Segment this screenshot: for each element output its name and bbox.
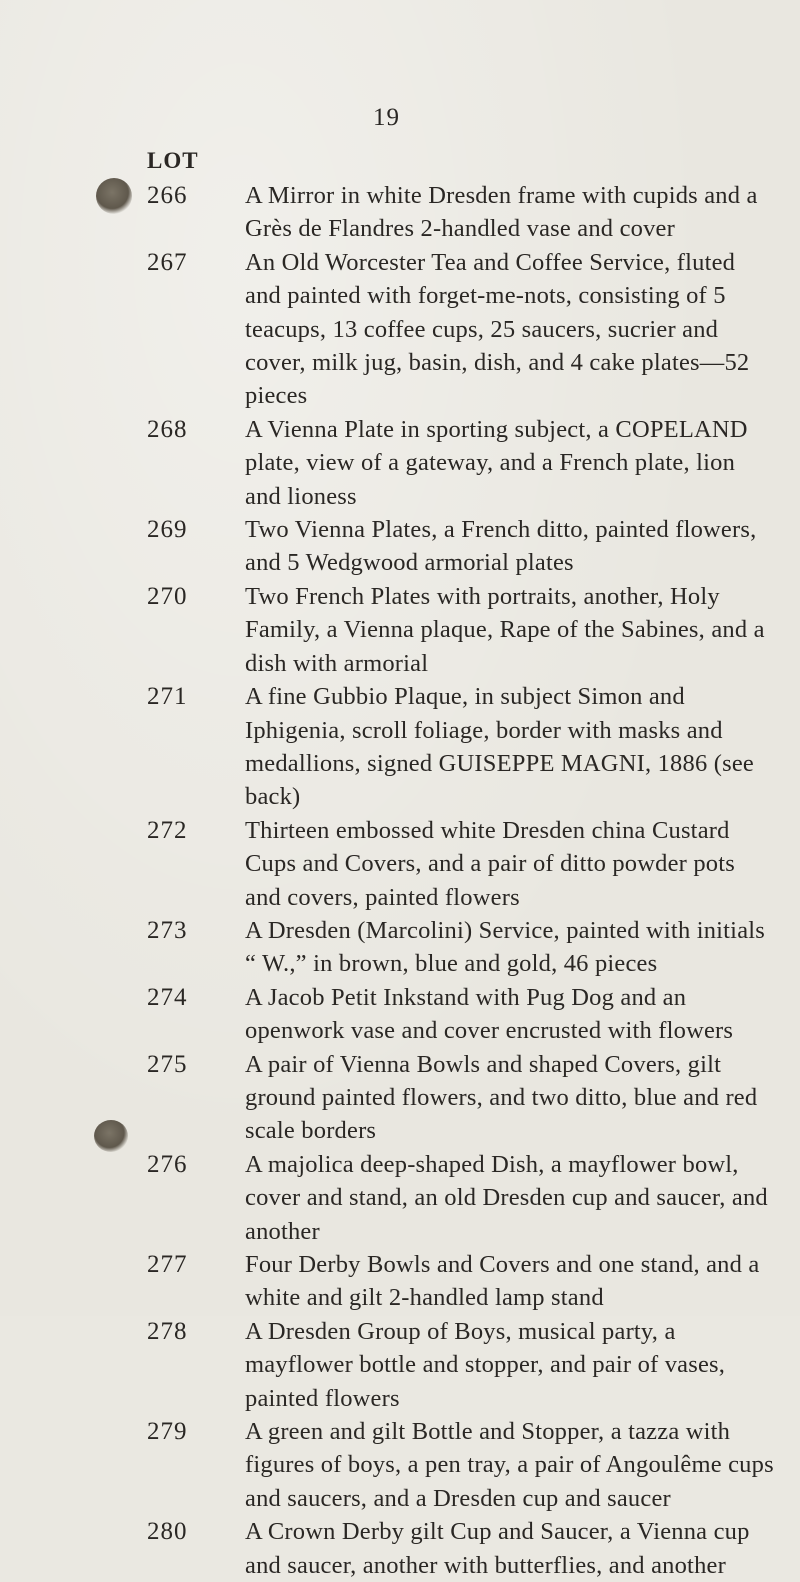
lot-description: A Vienna Plate in sporting subject, a COPELAND plate, view of a gateway, and a French plate, lion and lioness xyxy=(245,415,748,510)
lot-description: A Crown Derby gilt Cup and Saucer, a Vienna cup and saucer, another with butterflies, and another xyxy=(245,1518,750,1579)
lot-entry-272 xyxy=(147,814,777,914)
lot-entry-280 xyxy=(147,1515,777,1582)
lot-number: 276 xyxy=(147,1150,188,1178)
lot-description: An Old Worcester Tea and Coffee Service, fluted and painted with forget-me-nots, consisting of 5 teacups, 13 coffee cups, 25 saucers, sucrier and cover, milk jug, basin, dish, and 4 cake plates—52 pieces xyxy=(245,248,750,410)
lot-entry-268 xyxy=(147,413,777,513)
lot-description: A Mirror in white Dresden frame with cupids and a Grès de Flandres 2-handled vase and cover xyxy=(245,182,758,243)
lot-entry-278 xyxy=(147,1315,777,1415)
lot-description: A Dresden (Marcolini) Service, painted with initials “ W.,” in brown, blue and gold, 46 pieces xyxy=(245,916,766,978)
lot-entry-279 xyxy=(147,1415,777,1515)
lot-number: 266 xyxy=(147,182,188,209)
page-number: 19 xyxy=(373,104,400,131)
lot-number: 274 xyxy=(147,983,188,1011)
lot-entry-274 xyxy=(147,981,777,1048)
lot-number: 275 xyxy=(147,1050,188,1078)
lot-number: 267 xyxy=(147,248,188,276)
lot-description: A green and gilt Bottle and Stopper, a tazza with figures of boys, a pen tray, a pair of Angoulême cups and saucers, and a Dresden cup and saucer xyxy=(245,1418,774,1512)
lot-number: 269 xyxy=(147,516,188,544)
margin-stain-bottom xyxy=(94,1120,128,1152)
lot-description: A majolica deep-shaped Dish, a mayflower bowl, cover and stand, an old Dresden cup and saucer, and another xyxy=(245,1150,768,1245)
lot-entry-269 xyxy=(147,513,777,580)
lot-description: A fine Gubbio Plaque, in subject Simon and Iphigenia, scroll foliage, border with masks and medallions, signed GUISEPPE MAGNI, 1886 (see back) xyxy=(245,683,754,811)
lot-description: A Jacob Petit Inkstand with Pug Dog and an openwork vase and cover encrusted with flowers xyxy=(245,983,734,1045)
lot-number: 273 xyxy=(147,916,188,944)
lot-number: 279 xyxy=(147,1418,188,1446)
lot-number: 280 xyxy=(147,1518,188,1546)
lot-number: 278 xyxy=(147,1317,188,1345)
margin-stain-top xyxy=(96,178,132,214)
lot-number: 268 xyxy=(147,415,188,443)
lot-entry-270 xyxy=(147,580,777,680)
lot-entry-271 xyxy=(147,680,777,814)
lot-entry-275 xyxy=(147,1048,777,1148)
lot-description: Four Derby Bowls and Covers and one stand, and a white and gilt 2-handled lamp stand xyxy=(245,1251,760,1312)
lot-number: 277 xyxy=(147,1251,188,1278)
lot-entry-266 xyxy=(147,179,777,246)
lot-entry-267 xyxy=(147,246,777,413)
lot-entry-276 xyxy=(147,1148,777,1248)
lot-number: 271 xyxy=(147,683,188,711)
lot-description: A pair of Vienna Bowls and shaped Covers, gilt ground painted flowers, and two ditto, blue and red scale borders xyxy=(245,1050,758,1145)
lot-description: Two Vienna Plates, a French ditto, painted flowers, and 5 Wedgwood armorial plates xyxy=(245,516,757,577)
lot-column-header: LOT xyxy=(147,148,199,173)
lot-entry-277 xyxy=(147,1248,777,1315)
lot-list xyxy=(147,179,777,1582)
lot-description: A Dresden Group of Boys, musical party, a mayflower bottle and stopper, and pair of vases, painted flowers xyxy=(245,1317,726,1412)
lot-description: Two French Plates with portraits, another, Holy Family, a Vienna plaque, Rape of the Sabines, and a dish with armorial xyxy=(245,582,765,677)
lot-number: 270 xyxy=(147,582,188,610)
lot-description: Thirteen embossed white Dresden china Custard Cups and Covers, and a pair of ditto powder pots and covers, painted flowers xyxy=(245,816,735,911)
lot-entry-273 xyxy=(147,914,777,981)
lot-number: 272 xyxy=(147,816,188,844)
